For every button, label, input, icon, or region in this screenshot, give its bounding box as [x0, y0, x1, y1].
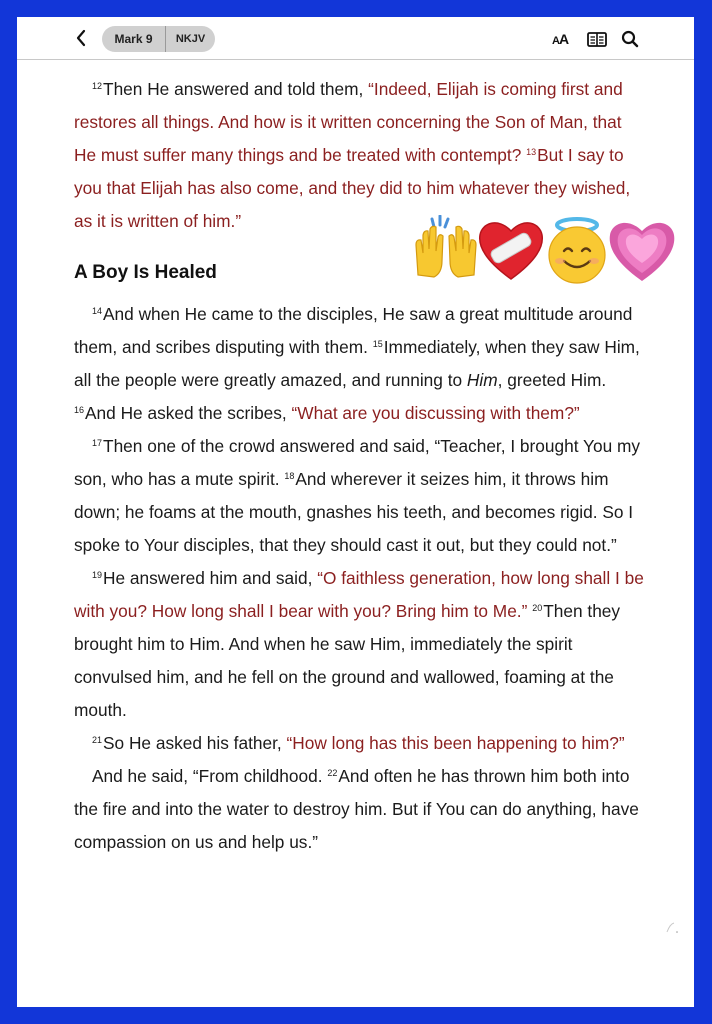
verse-number: 17: [92, 438, 103, 448]
reader-view-button[interactable]: [587, 32, 607, 52]
verse-text: Immediately, when they saw Him, all the people were greatly amazed, and running to: [74, 337, 640, 390]
chevron-left-icon: [73, 28, 91, 48]
text-size-big-a: A: [558, 31, 569, 47]
verse-number: 15: [372, 339, 383, 349]
verse-text: He answered him and said,: [103, 568, 318, 588]
top-toolbar: [17, 17, 694, 60]
text-size-small-a: A: [552, 35, 559, 47]
verse-number: 16: [74, 405, 85, 415]
verse-paragraph[interactable]: [74, 298, 644, 430]
verse-text: And wherever it seizes him, it throws him down; he foams at the mouth, gnashes his teeth, and becomes rigid. So I spoke to Your disciples, that they should cast it out, but they could not.”: [74, 469, 634, 555]
scroll-indicator-icon: [665, 922, 679, 934]
verse-number: 18: [284, 471, 295, 481]
verse-number: 19: [92, 570, 103, 580]
verse-text: And he said, “From childhood.: [92, 766, 328, 786]
verse-number: 20: [532, 603, 543, 613]
verse-text: And He asked the scribes,: [85, 403, 292, 423]
verse-paragraph[interactable]: [74, 73, 644, 238]
verse-text: , greeted Him.: [497, 370, 607, 390]
verse-number: 14: [92, 306, 103, 316]
words-of-christ: “What are you discussing with them?”: [291, 403, 580, 423]
verse-paragraph[interactable]: [74, 760, 644, 859]
search-button[interactable]: [621, 30, 639, 53]
section-heading: A Boy Is Healed: [74, 262, 217, 283]
verse-text: And when He came to the disciples, He saw a great multitude around them, and scribes disputing with them.: [74, 304, 633, 357]
words-of-christ: “Indeed, Elijah is coming first and restores all things. And how is it written concerning the Son of Man, that He must suffer many things and be treated with contempt?: [74, 79, 623, 165]
text-size-button[interactable]: [552, 31, 568, 47]
words-of-christ: “How long has this been happening to him?”: [286, 733, 625, 753]
search-icon: [621, 30, 639, 48]
verse-text: And often he has thrown him both into the fire and into the water to destroy him. But if You can do anything, have compassion on us and help us.”: [74, 766, 639, 852]
back-button[interactable]: [73, 28, 91, 48]
book-chapter-button[interactable]: Mark 9: [102, 26, 166, 52]
verse-paragraph[interactable]: [74, 562, 644, 727]
verse-number: 13: [526, 147, 537, 157]
words-of-christ: “O faithless generation, how long shall I be with you? How long shall I bear with you? Bring him to Me.”: [74, 568, 644, 621]
verse-text: Then He answered and told them,: [103, 79, 369, 99]
version-button[interactable]: NKJV: [175, 33, 206, 45]
italic-word: Him: [466, 370, 498, 390]
verse-paragraph[interactable]: [74, 430, 644, 562]
verse-number: 22: [327, 768, 338, 778]
book-open-icon: [587, 32, 607, 47]
bible-passage: [74, 59, 644, 859]
verse-text: Then one of the crowd answered and said, “Teacher, I brought You my son, who has a mute spirit.: [74, 436, 641, 489]
words-of-christ: But I say to you that Elijah has also come, and they did to him whatever they wished, as it is written of him.”: [74, 145, 631, 231]
verse-number: 21: [92, 735, 103, 745]
verse-text: Then they brought him to Him. And when he saw Him, immediately the spirit convulsed him, and he fell on the ground and wallowed, foaming at the mouth.: [74, 601, 621, 720]
passage-selector: [102, 26, 215, 52]
reader-frame: [17, 17, 694, 1007]
verse-paragraph[interactable]: [74, 727, 644, 760]
verse-text: So He asked his father,: [103, 733, 287, 753]
verse-number: 12: [92, 81, 103, 91]
